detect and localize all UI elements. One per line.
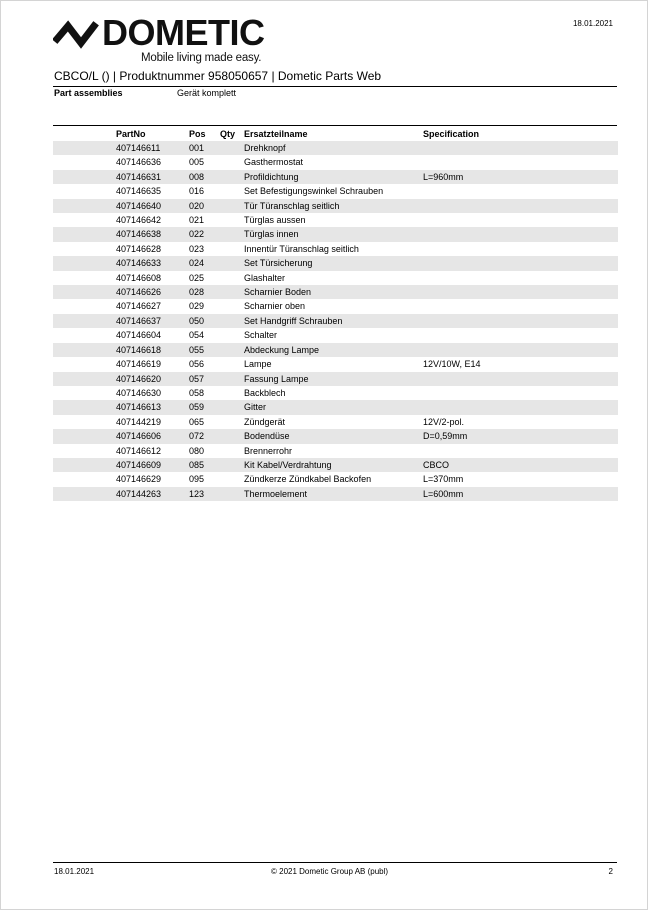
cell-spacer <box>53 285 116 299</box>
cell-spacer <box>53 199 116 213</box>
cell-spec <box>423 242 618 256</box>
cell-qty <box>220 458 244 472</box>
cell-qty <box>220 386 244 400</box>
cell-spacer <box>53 372 116 386</box>
cell-pos: 016 <box>189 186 205 197</box>
cell-name: Schalter <box>244 330 278 341</box>
header-date: 18.01.2021 <box>572 19 613 28</box>
cell-name: Scharnier Boden <box>244 285 423 299</box>
cell-qty <box>220 285 244 299</box>
cell-name: Backblech <box>244 387 286 398</box>
cell-spec <box>423 299 618 313</box>
cell-spec <box>423 256 618 270</box>
cell-name: Set Türsicherung <box>244 256 423 270</box>
table-row <box>53 299 618 313</box>
table-row <box>53 213 618 227</box>
cell-part-no: 407146612 <box>116 445 162 456</box>
header-spacer <box>53 127 116 141</box>
table-row <box>53 400 618 414</box>
table-row <box>53 472 618 486</box>
cell-name: Lampe <box>244 359 272 370</box>
cell-qty <box>220 357 244 371</box>
cell-spacer <box>53 472 116 486</box>
cell-part-no: 407146627 <box>116 301 162 312</box>
cell-spacer <box>53 386 116 400</box>
part-assemblies-value: Gerät komplett <box>177 88 237 98</box>
cell-part-no: 407146613 <box>116 400 189 414</box>
table-header-row <box>53 127 618 141</box>
table-row <box>53 155 618 169</box>
cell-pos: 001 <box>189 141 220 155</box>
cell-name: Türglas aussen <box>244 215 306 226</box>
cell-spacer <box>53 213 116 227</box>
cell-spec <box>423 155 618 169</box>
header-name: Ersatzteilname <box>244 129 308 139</box>
cell-spacer <box>53 429 116 443</box>
cell-pos: 024 <box>189 256 220 270</box>
cell-spec <box>423 343 618 357</box>
cell-spec <box>423 372 618 386</box>
cell-spec <box>423 386 618 400</box>
cell-qty <box>220 155 244 169</box>
cell-name: Drehknopf <box>244 141 423 155</box>
cell-part-no: 407146628 <box>116 243 162 254</box>
cell-pos: 058 <box>189 387 205 398</box>
part-assemblies-label: Part assemblies <box>54 88 123 98</box>
cell-qty <box>220 429 244 443</box>
table-row <box>53 415 618 429</box>
table-row <box>53 184 618 198</box>
cell-part-no: 407146619 <box>116 359 162 370</box>
cell-spec <box>423 285 618 299</box>
cell-name: Tür Türanschlag seitlich <box>244 199 423 213</box>
cell-qty <box>220 472 244 486</box>
cell-part-no: 407146620 <box>116 372 189 386</box>
cell-qty <box>220 199 244 213</box>
cell-pos: 095 <box>189 474 205 485</box>
cell-spec: D=0,59mm <box>423 429 618 443</box>
cell-qty <box>220 400 244 414</box>
cell-spec <box>423 184 618 198</box>
table-row <box>53 386 618 400</box>
cell-spacer <box>53 184 116 198</box>
table-row <box>53 256 618 270</box>
cell-name: Set Handgriff Schrauben <box>244 314 423 328</box>
cell-spec <box>423 271 618 285</box>
cell-pos: 008 <box>189 170 220 184</box>
cell-spec: L=600mm <box>423 487 618 501</box>
cell-spacer <box>53 170 116 184</box>
cell-part-no: 407146633 <box>116 256 189 270</box>
table-row <box>53 170 618 184</box>
table-row <box>53 314 618 328</box>
table-row <box>53 357 618 371</box>
cell-pos: 056 <box>189 359 205 370</box>
cell-spacer <box>53 357 116 371</box>
cell-spacer <box>53 343 116 357</box>
cell-spec <box>423 227 618 241</box>
cell-spacer <box>53 328 116 342</box>
cell-spec: 12V/10W, E14 <box>423 359 481 370</box>
cell-spacer <box>53 487 116 501</box>
cell-spec <box>423 328 618 342</box>
cell-pos: 072 <box>189 429 220 443</box>
cell-pos: 123 <box>189 487 220 501</box>
cell-spacer <box>53 141 116 155</box>
cell-name: Abdeckung Lampe <box>244 343 423 357</box>
document-title: CBCO/L () | Produktnummer 958050657 | Dometic Parts Web <box>54 69 382 83</box>
cell-name: Gasthermostat <box>244 157 304 168</box>
header-part-no: PartNo <box>116 129 146 139</box>
cell-part-no: 407146642 <box>116 215 162 226</box>
cell-qty <box>220 271 244 285</box>
cell-name: Scharnier oben <box>244 301 306 312</box>
cell-part-no: 407146637 <box>116 314 189 328</box>
cell-pos: 023 <box>189 243 205 254</box>
cell-spacer <box>53 400 116 414</box>
cell-qty <box>220 242 244 256</box>
cell-qty <box>220 415 244 429</box>
table-row <box>53 141 618 155</box>
cell-name: Thermoelement <box>244 487 423 501</box>
header-pos: Pos <box>189 129 206 139</box>
table-row <box>53 199 618 213</box>
cell-part-no: 407146609 <box>116 458 189 472</box>
table-row <box>53 429 618 443</box>
cell-name: Bodendüse <box>244 429 423 443</box>
table-row <box>53 372 618 386</box>
cell-part-no: 407146611 <box>116 141 189 155</box>
table-row <box>53 487 618 501</box>
cell-spec: L=960mm <box>423 170 618 184</box>
cell-pos: 080 <box>189 445 205 456</box>
cell-part-no: 407146638 <box>116 227 189 241</box>
cell-qty <box>220 487 244 501</box>
cell-spacer <box>53 155 116 169</box>
cell-pos: 054 <box>189 330 205 341</box>
cell-spacer <box>53 299 116 313</box>
cell-qty <box>220 184 244 198</box>
footer-date: 18.01.2021 <box>54 867 95 876</box>
cell-qty <box>220 343 244 357</box>
cell-spacer <box>53 271 116 285</box>
cell-name: Brennerrohr <box>244 445 293 456</box>
cell-part-no: 407146626 <box>116 285 189 299</box>
parts-table <box>53 127 618 501</box>
header-spec: Specification <box>423 129 480 139</box>
cell-qty <box>220 314 244 328</box>
cell-qty <box>220 444 244 458</box>
cell-pos: 022 <box>189 227 220 241</box>
cell-spacer <box>53 227 116 241</box>
cell-qty <box>220 256 244 270</box>
cell-qty <box>220 141 244 155</box>
cell-spacer <box>53 242 116 256</box>
dometic-chevron-icon <box>53 17 99 51</box>
cell-part-no: 407146618 <box>116 343 189 357</box>
cell-pos: 028 <box>189 285 220 299</box>
header-qty: Qty <box>220 129 236 139</box>
cell-part-no: 407146630 <box>116 387 162 398</box>
cell-pos: 005 <box>189 157 205 168</box>
table-row <box>53 458 618 472</box>
brand-tagline: Mobile living made easy. <box>141 52 262 64</box>
cell-pos: 085 <box>189 458 220 472</box>
cell-name: Set Befestigungswinkel Schrauben <box>244 186 384 197</box>
brand-wordmark: DOMETIC <box>102 12 265 53</box>
cell-part-no: 407146606 <box>116 429 189 443</box>
cell-pos: 055 <box>189 343 220 357</box>
table-row <box>53 242 618 256</box>
cell-qty <box>220 299 244 313</box>
cell-name: Profildichtung <box>244 170 423 184</box>
cell-name: Zündgerät <box>244 416 286 427</box>
parts-table-body <box>53 141 618 501</box>
cell-spec <box>423 199 618 213</box>
cell-spec <box>423 213 618 227</box>
cell-pos: 057 <box>189 372 220 386</box>
cell-part-no: 407144263 <box>116 487 189 501</box>
cell-qty <box>220 170 244 184</box>
table-row <box>53 271 618 285</box>
cell-pos: 050 <box>189 314 220 328</box>
cell-part-no: 407146635 <box>116 186 162 197</box>
cell-qty <box>220 372 244 386</box>
cell-part-no: 407144219 <box>116 416 162 427</box>
cell-qty <box>220 213 244 227</box>
cell-pos: 025 <box>189 272 205 283</box>
cell-spec <box>423 400 618 414</box>
cell-part-no: 407146604 <box>116 330 162 341</box>
cell-spec <box>423 141 618 155</box>
cell-name: Türglas innen <box>244 227 423 241</box>
table-row <box>53 328 618 342</box>
cell-name: Glashalter <box>244 272 286 283</box>
cell-name: Innentür Türanschlag seitlich <box>244 243 359 254</box>
cell-name: Zündkerze Zündkabel Backofen <box>244 474 372 485</box>
table-top-divider <box>53 125 617 126</box>
cell-part-no: 407146629 <box>116 474 162 485</box>
cell-spacer <box>53 444 116 458</box>
cell-name: Kit Kabel/Verdrahtung <box>244 458 423 472</box>
cell-spec <box>423 444 618 458</box>
cell-spacer <box>53 256 116 270</box>
cell-spec <box>423 314 618 328</box>
table-row <box>53 444 618 458</box>
cell-spacer <box>53 458 116 472</box>
cell-pos: 021 <box>189 215 205 226</box>
cell-part-no: 407146640 <box>116 199 189 213</box>
cell-part-no: 407146636 <box>116 157 162 168</box>
cell-name: Fassung Lampe <box>244 372 423 386</box>
table-row <box>53 343 618 357</box>
cell-pos: 065 <box>189 416 205 427</box>
cell-pos: 029 <box>189 301 205 312</box>
cell-spacer <box>53 314 116 328</box>
cell-pos: 059 <box>189 400 220 414</box>
cell-spacer <box>53 415 116 429</box>
page-number: 2 <box>608 867 613 876</box>
cell-spec: CBCO <box>423 458 618 472</box>
footer-divider <box>53 862 617 863</box>
cell-qty <box>220 227 244 241</box>
title-divider <box>53 86 617 87</box>
cell-spec: 12V/2-pol. <box>423 416 465 427</box>
cell-qty <box>220 328 244 342</box>
dometic-logo <box>53 12 273 67</box>
table-row <box>53 285 618 299</box>
table-row <box>53 227 618 241</box>
cell-name: Gitter <box>244 400 423 414</box>
cell-spec: L=370mm <box>423 474 464 485</box>
cell-part-no: 407146608 <box>116 272 162 283</box>
cell-part-no: 407146631 <box>116 170 189 184</box>
cell-pos: 020 <box>189 199 220 213</box>
footer-copyright: © 2021 Dometic Group AB (publ) <box>271 867 389 876</box>
